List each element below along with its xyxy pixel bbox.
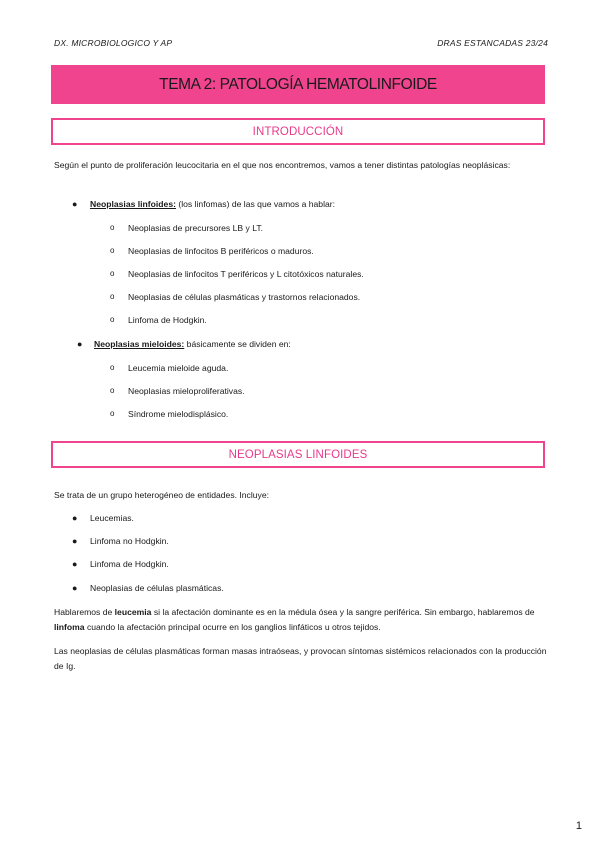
- circle-bullet-icon: o: [110, 292, 115, 301]
- group-text: básicamente se dividen en:: [184, 339, 291, 349]
- section-title: INTRODUCCIÓN: [252, 125, 344, 138]
- list-item: Neoplasias de precursores LB y LT.: [128, 223, 264, 233]
- list-item: Linfoma de Hodgkin.: [128, 315, 207, 325]
- list-item: Linfoma no Hodgkin.: [90, 536, 169, 546]
- section-title: NEOPLASIAS LINFOIDES: [228, 448, 368, 461]
- list-item: Neoplasias de células plasmáticas y trastornos relacionados.: [128, 292, 361, 302]
- title-banner: [51, 65, 545, 104]
- bullet-icon: ●: [72, 536, 78, 546]
- header-right: DRAS ESTANCADAS 23/24: [437, 38, 548, 48]
- circle-bullet-icon: o: [110, 409, 115, 418]
- circle-bullet-icon: o: [110, 269, 115, 278]
- circle-bullet-icon: o: [110, 363, 115, 372]
- circle-bullet-icon: o: [110, 223, 115, 232]
- section-header-neoplasias-linfoides: [51, 441, 545, 468]
- group-text: (los linfomas) de las que vamos a hablar:: [175, 199, 336, 209]
- group-label: Neoplasias mieloides:: [94, 339, 185, 349]
- list-item: Neoplasias de linfocitos B periféricos o maduros.: [128, 246, 314, 256]
- header-left: DX. MICROBIOLOGICO Y AP: [54, 38, 173, 48]
- plasma-cells-paragraph: Las neoplasias de células plasmáticas forman masas intraóseas, y provocan síntomas sistémicos relacionados con la producción de Ig.: [54, 646, 547, 671]
- circle-bullet-icon: o: [110, 386, 115, 395]
- bullet-icon: ●: [77, 339, 83, 349]
- list-item: Síndrome mielodisplásico.: [128, 409, 229, 419]
- list-item: Leucemia mieloide aguda.: [128, 363, 229, 373]
- circle-bullet-icon: o: [110, 246, 115, 255]
- intro-paragraph: Según el punto de proliferación leucocitaria en el que nos encontremos, vamos a tener distintas patologías neoplásicas:: [54, 160, 511, 170]
- list-item: Neoplasias de linfocitos T periféricos y L citotóxicos naturales.: [128, 269, 364, 279]
- list-item: Leucemias.: [90, 513, 134, 523]
- page-number: 1: [575, 820, 582, 832]
- linfoides-paragraph: Se trata de un grupo heterogéneo de entidades. Incluye:: [54, 490, 270, 500]
- list-item: Linfoma de Hodgkin.: [90, 559, 169, 569]
- page-title: TEMA 2: PATOLOGÍA HEMATOLINFOIDE: [159, 75, 437, 93]
- bullet-icon: ●: [72, 559, 78, 569]
- list-item: [90, 198, 335, 210]
- bullet-icon: ●: [72, 199, 78, 209]
- circle-bullet-icon: o: [110, 315, 115, 324]
- bullet-icon: ●: [72, 513, 78, 523]
- list-item: [94, 338, 291, 350]
- bullet-icon: ●: [72, 583, 78, 593]
- section-header-introduccion: [51, 118, 545, 145]
- list-item: Neoplasias mieloproliferativas.: [128, 386, 245, 396]
- list-item: Neoplasias de células plasmáticas.: [90, 583, 224, 593]
- term-linfoma: linfoma: [54, 622, 85, 632]
- term-leucemia: leucemia: [114, 607, 152, 617]
- leucemia-linfoma-paragraph: Hablaremos de leucemia si la afectación dominante es en la médula ósea y la sangre periférica. Sin embargo, hablaremos de linfoma cuando la afectación principal ocurre en los ganglios linfáticos u otros tejidos.: [54, 607, 535, 632]
- group-label: Neoplasias linfoides:: [90, 199, 176, 209]
